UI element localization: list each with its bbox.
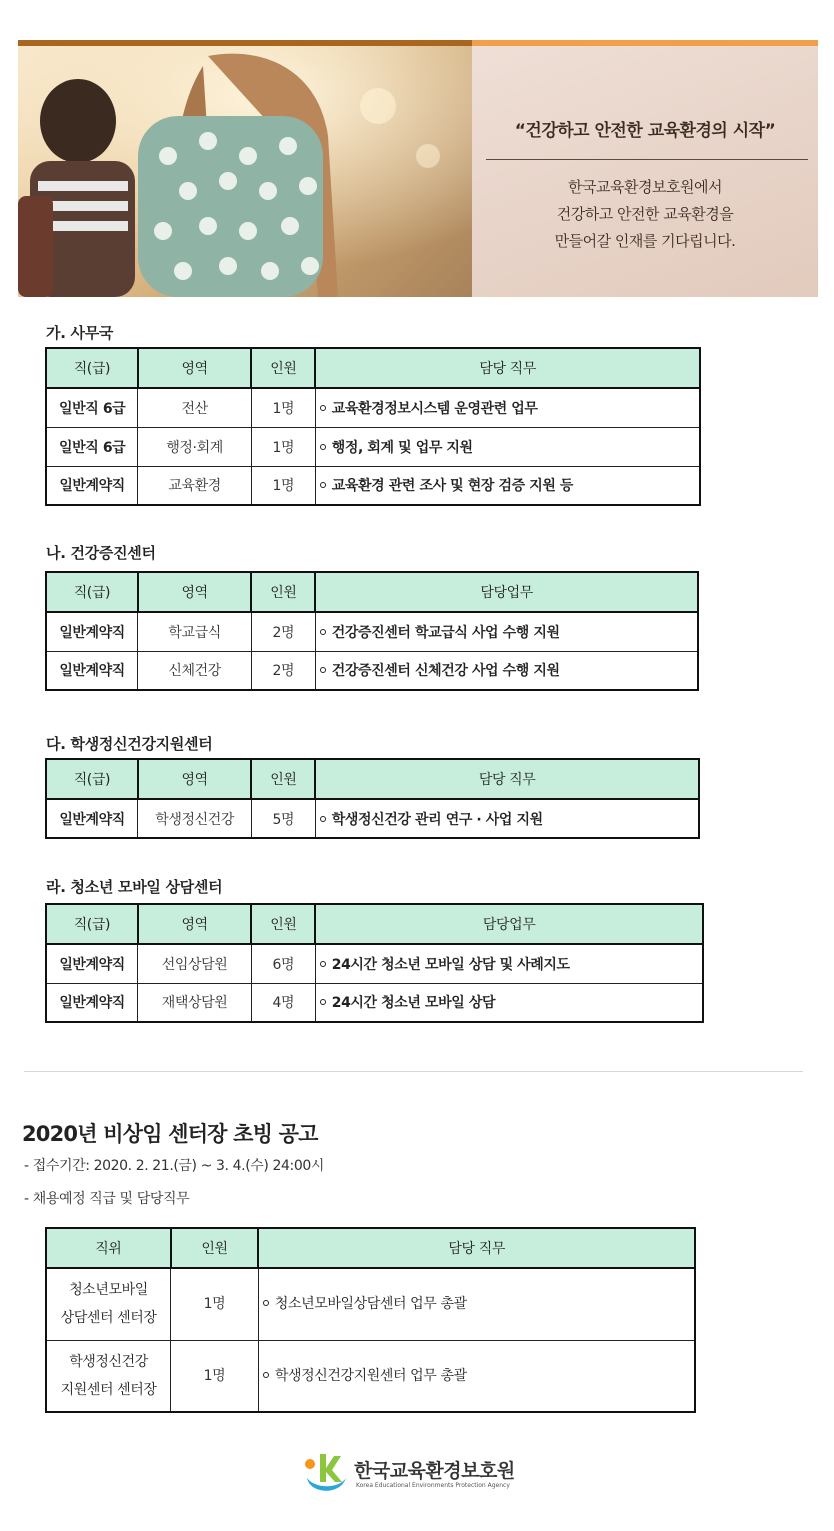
cell-area: 전산: [138, 388, 252, 427]
bullet-circle-icon: [263, 1300, 269, 1306]
duty-text: 24시간 청소년 모바일 상담: [331, 995, 496, 1012]
col-header-rank: 직(급): [46, 348, 138, 388]
cell-rank: 일반계약직: [46, 799, 138, 838]
bullet-circle-icon: [320, 999, 326, 1005]
banner-quote: “건강하고 안전한 교육환경의 시작”: [514, 121, 776, 141]
col-header-rank: 직(급): [46, 904, 138, 944]
duty-text: 교육환경정보시스템 운영관련 업무: [331, 400, 538, 417]
cell-area: 행정·회계: [138, 427, 252, 466]
duty-text: 건강증진센터 학교급식 사업 수행 지원: [331, 624, 560, 641]
section-title-secretariat: 가. 사무국: [46, 324, 114, 342]
bullet-circle-icon: [320, 405, 326, 411]
table-header-row: [46, 904, 703, 944]
notice-period: - 접수기간: 2020. 2. 21.(금) ~ 3. 4.(수) 24:00시: [24, 1158, 324, 1174]
cell-count: 1명: [171, 1340, 259, 1412]
cell-count: 5명: [251, 799, 315, 838]
duty-text: 교육환경 관련 조사 및 현장 검증 지원 등: [331, 478, 574, 495]
position-line: 학생정신건강: [69, 1353, 148, 1370]
col-header-duty: 담당업무: [315, 904, 703, 944]
cell-count: 1명: [251, 388, 315, 427]
table-header-row: [46, 759, 699, 799]
cell-count: 1명: [251, 427, 315, 466]
cell-area: 재택상담원: [138, 983, 252, 1022]
banner-line: 한국교육환경보호원에서: [568, 178, 722, 196]
cell-duty: [315, 799, 699, 838]
col-header-area: 영역: [138, 572, 252, 612]
table-center-director: [45, 1227, 696, 1413]
table-row: [46, 427, 700, 466]
children-photo-illustration: [18, 46, 472, 297]
cell-count: 1명: [171, 1268, 259, 1340]
table-row: [46, 944, 703, 983]
cell-duty: [315, 427, 700, 466]
bullet-circle-icon: [320, 961, 326, 967]
cell-count: 1명: [251, 466, 315, 505]
table-row: [46, 1268, 695, 1340]
cell-area: 학생정신건강: [138, 799, 252, 838]
section-title-health-center: 나. 건강증진센터: [46, 544, 156, 562]
cell-rank: 일반계약직: [46, 466, 138, 505]
cell-position: [46, 1340, 171, 1412]
col-header-duty: 담당업무: [315, 572, 698, 612]
cell-rank: 일반계약직: [46, 944, 138, 983]
table-health-center: [45, 571, 699, 691]
table-header-row: [46, 572, 698, 612]
section-title-mobile-counseling-center: 라. 청소년 모바일 상담센터: [46, 878, 223, 896]
cell-area: 신체건강: [138, 651, 252, 690]
col-header-count: 인원: [171, 1228, 259, 1268]
cell-count: 2명: [251, 651, 315, 690]
position-line: 상담센터 센터장: [60, 1310, 157, 1327]
table-mobile-counseling-center: [45, 903, 704, 1023]
duty-text: 학생정신건강지원센터 업무 총괄: [274, 1367, 467, 1384]
notice-title: 2020년 비상임 센터장 초빙 공고: [22, 1122, 318, 1146]
cell-duty: [315, 466, 700, 505]
table-header-row: [46, 1228, 695, 1268]
col-header-duty: 담당 직무: [315, 348, 700, 388]
table-row: [46, 466, 700, 505]
position-line: 지원센터 센터장: [60, 1381, 157, 1398]
banner-text-panel: [472, 46, 818, 297]
col-header-duty: 담당 직무: [315, 759, 699, 799]
table-secretariat: [45, 347, 701, 506]
cell-duty: [315, 388, 700, 427]
notice-subtitle: - 채용예정 직급 및 담당직무: [24, 1191, 190, 1207]
col-header-duty: 담당 직무: [258, 1228, 695, 1268]
cell-area: 학교급식: [138, 612, 252, 651]
banner-line: 건강하고 안전한 교육환경을: [556, 205, 734, 223]
agency-logo-mark-icon: [304, 1450, 348, 1498]
table-mental-health-center: [45, 758, 700, 839]
banner-photo-children-backpacks: [18, 46, 472, 297]
hero-banner: [18, 40, 818, 297]
agency-logo-subtitle: Korea Educational Environments Protection Agency: [356, 1482, 510, 1489]
duty-text: 건강증진센터 신체건강 사업 수행 지원: [331, 663, 560, 680]
cell-rank: 일반계약직: [46, 612, 138, 651]
col-header-area: 영역: [138, 348, 252, 388]
agency-logo-name: 한국교육환경보호원: [354, 1460, 515, 1482]
cell-area: 선임상담원: [138, 944, 252, 983]
duty-text: 청소년모바일상담센터 업무 총괄: [274, 1296, 467, 1313]
bullet-circle-icon: [320, 444, 326, 450]
table-row: [46, 1340, 695, 1412]
agency-logo: [304, 1450, 534, 1502]
col-header-position: 직위: [46, 1228, 171, 1268]
bullet-circle-icon: [320, 816, 326, 822]
cell-count: 4명: [251, 983, 315, 1022]
col-header-area: 영역: [138, 759, 252, 799]
duty-text: 24시간 청소년 모바일 상담 및 사례지도: [331, 956, 570, 973]
col-header-count: 인원: [251, 572, 315, 612]
table-row: [46, 799, 699, 838]
bullet-circle-icon: [263, 1372, 269, 1378]
cell-rank: 일반직 6급: [46, 388, 138, 427]
col-header-rank: 직(급): [46, 759, 138, 799]
table-row: [46, 612, 698, 651]
col-header-rank: 직(급): [46, 572, 138, 612]
banner-divider: [486, 159, 808, 160]
cell-rank: 일반계약직: [46, 983, 138, 1022]
col-header-count: 인원: [251, 759, 315, 799]
table-row: [46, 388, 700, 427]
col-header-count: 인원: [251, 904, 315, 944]
position-line: 청소년모바일: [69, 1282, 148, 1299]
cell-rank: 일반직 6급: [46, 427, 138, 466]
cell-area: 교육환경: [138, 466, 252, 505]
duty-text: 행정, 회계 및 업무 지원: [331, 439, 473, 456]
cell-position: [46, 1268, 171, 1340]
banner-message: [472, 174, 818, 255]
bullet-circle-icon: [320, 629, 326, 635]
col-header-area: 영역: [138, 904, 252, 944]
bullet-circle-icon: [320, 667, 326, 673]
cell-duty: [258, 1340, 695, 1412]
table-header-row: [46, 348, 700, 388]
cell-rank: 일반계약직: [46, 651, 138, 690]
col-header-count: 인원: [251, 348, 315, 388]
table-row: [46, 651, 698, 690]
table-row: [46, 983, 703, 1022]
cell-duty: [315, 944, 703, 983]
duty-text: 학생정신건강 관리 연구 · 사업 지원: [331, 811, 543, 828]
cell-count: 6명: [251, 944, 315, 983]
banner-line: 만들어갈 인재를 기다립니다.: [554, 232, 736, 250]
section-divider: [24, 1071, 803, 1072]
cell-count: 2명: [251, 612, 315, 651]
cell-duty: [315, 651, 698, 690]
bullet-circle-icon: [320, 482, 326, 488]
cell-duty: [315, 983, 703, 1022]
cell-duty: [258, 1268, 695, 1340]
section-title-mental-health-center: 다. 학생정신건강지원센터: [46, 735, 213, 753]
cell-duty: [315, 612, 698, 651]
